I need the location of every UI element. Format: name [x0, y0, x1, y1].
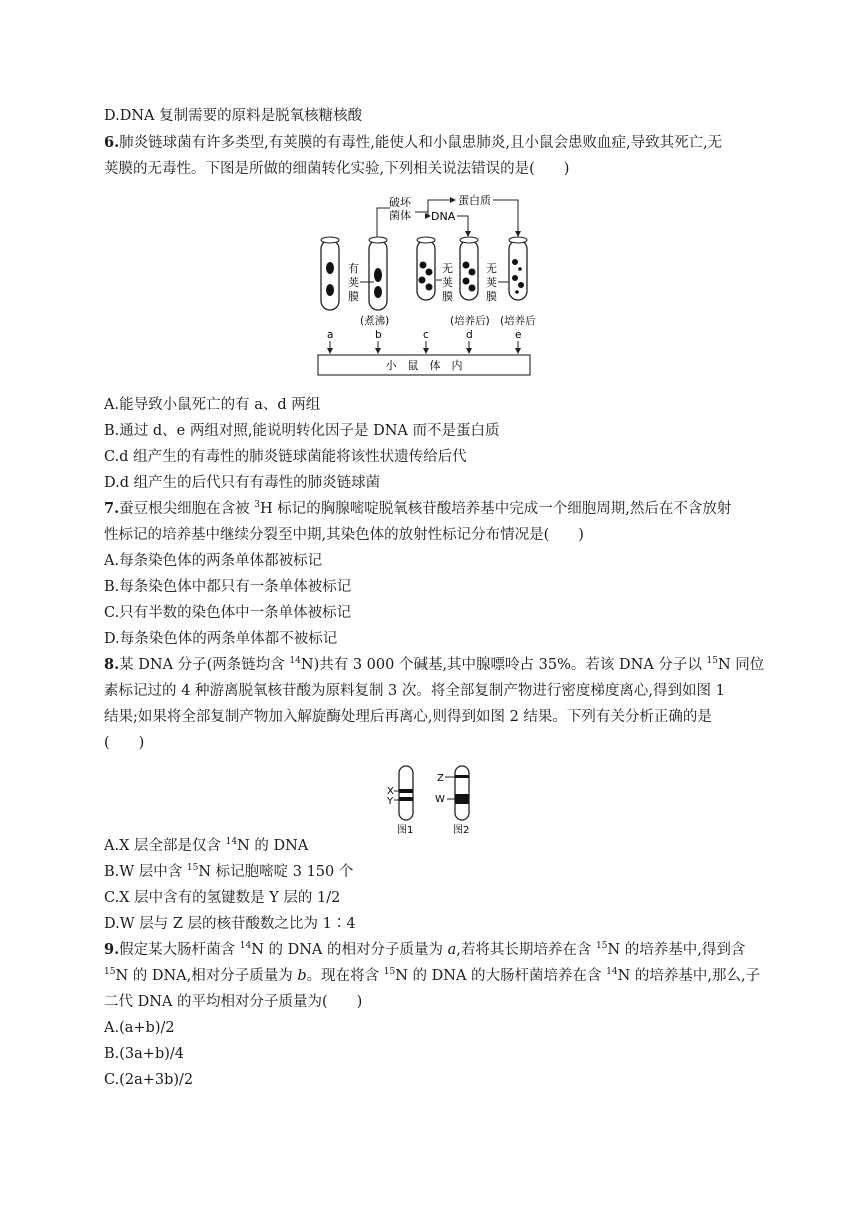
destroy-label-2: 菌体: [389, 209, 411, 222]
layer-w-label: W: [435, 794, 445, 805]
tube-figure1: [399, 766, 413, 820]
tube-d: [460, 237, 478, 300]
q9-stem-line3: 二代 DNA 的平均相对分子质量为( ): [104, 994, 363, 1010]
label-c: c: [423, 329, 429, 341]
q7-stem-line1: 7.蚕豆根尖细胞在含被 $^3$H 标记的胸腺嘧啶脱氧核苷酸培养基中完成一个细胞周期,然后在不含放射: [104, 500, 732, 517]
layer-y-label: Y: [387, 796, 394, 807]
q9-option-b: B.(3a+b)/4: [104, 1046, 184, 1062]
q8-stem-line4: ( ): [104, 735, 145, 751]
mouse-body-label: 小 鼠 体 内: [385, 359, 463, 372]
q9-option-a: A.(a+b)/2: [104, 1020, 175, 1036]
q9-option-c: C.(2a+3b)/2: [104, 1072, 194, 1088]
q8-stem-line2: 素标记过的 4 种游离脱氧核苷酸为原料复制 3 次。将全部复制产物进行密度梯度离心,得到如图 1: [104, 683, 725, 699]
q6-option-a: A.能导致小鼠死亡的有 a、d 两组: [104, 397, 321, 413]
tube-b: [369, 237, 387, 310]
cultured-label-d: (培养后): [450, 315, 490, 327]
q7-option-d: D.每条染色体的两条单体都不被标记: [104, 631, 338, 647]
q7-option-a: A.每条染色体的两条单体都被标记: [104, 553, 323, 569]
q6-option-c: C.d 组产生的有毒性的肺炎链球菌能将该性状遗传给后代: [104, 449, 467, 465]
layer-x-label: X: [387, 786, 394, 797]
q9-stem-line1: 9.假定某大肠杆菌含 $^{14}$N 的 DNA 的相对分子质量为 a,若将其长期培养在含 $^{15}$N 的培养基中,得到含: [104, 941, 746, 958]
q6-stem-line2: 荚膜的无毒性。下图是所做的细菌转化实验,下列相关说法错误的是( ): [104, 161, 570, 177]
q5-option-d: D.DNA 复制需要的原料是脱氧核糖核酸: [104, 108, 363, 124]
capsule-label-1: 有: [348, 262, 359, 275]
destroy-label-1: 破坏: [389, 196, 411, 209]
capsule-label-3: 膜: [348, 290, 359, 303]
tube-e: [509, 237, 527, 300]
no-capsule-label-3: 膜: [442, 290, 453, 303]
figure1-caption: 图1: [397, 825, 414, 836]
q8-stem-line3: 结果;如果将全部复制产物加入解旋酶处理后再离心,则得到如图 2 结果。下列有关分析正确的是: [104, 709, 712, 725]
q8-option-a: A.X 层全部是仅含 $^{14}$N 的 DNA: [104, 837, 309, 854]
tube-c: [417, 237, 435, 300]
cultured-label-e: (培养后): [500, 315, 536, 327]
q8-stem-line1: 8.某 DNA 分子(两条链均含 $^{14}$N)共有 3 000 个碱基,其中腺嘌呤占 35%。若该 DNA 分子以 $^{15}$N 同位: [104, 656, 765, 673]
label-b: b: [375, 329, 382, 341]
tube-figure2: [455, 766, 469, 820]
q8-option-b: B.W 层中含 $^{15}$N 标记胞嘧啶 3 150 个: [104, 863, 354, 880]
capsule-label-2: 荚: [348, 276, 359, 289]
transformation-experiment-figure: [312, 190, 536, 380]
boiled-label: (煮沸): [360, 315, 390, 327]
q6-stem-line1: 6.肺炎链球菌有许多类型,有荚膜的有毒性,能使人和小鼠患肺炎,且小鼠会患败血症,导致其死亡,无: [104, 134, 723, 151]
no-capsule-label-4: 无: [486, 262, 497, 275]
no-capsule-label-2: 荚: [442, 276, 453, 289]
q7-stem-line2: 性标记的培养基中继续分裂至中期,其染色体的放射性标记分布情况是( ): [104, 527, 584, 543]
label-e: e: [515, 329, 522, 341]
no-capsule-label-6: 膜: [486, 290, 497, 303]
no-capsule-label-1: 无: [442, 262, 453, 275]
q8-option-c: C.X 层中含有的氢键数是 Y 层的 1/2: [104, 890, 341, 906]
label-a: a: [327, 329, 334, 341]
tube-a: [321, 237, 339, 310]
layer-z-label: Z: [437, 773, 444, 784]
q6-option-d: D.d 组产生的后代只有有毒性的肺炎链球菌: [104, 475, 381, 491]
no-capsule-label-5: 荚: [486, 276, 497, 289]
centrifuge-figure: [381, 762, 481, 837]
q7-option-c: C.只有半数的染色体中一条单体被标记: [104, 605, 352, 621]
dna-label: DNA: [431, 210, 456, 223]
q6-option-b: B.通过 d、e 两组对照,能说明转化因子是 DNA 而不是蛋白质: [104, 423, 500, 439]
q9-stem-line2: $^{15}$N 的 DNA,相对分子质量为 b。现在将含 $^{15}$N 的 DNA 的大肠杆菌培养在含 $^{14}$N 的培养基中,那么,子: [104, 967, 761, 984]
q7-option-b: B.每条染色体中都只有一条单体被标记: [104, 579, 352, 595]
figure2-caption: 图2: [453, 825, 470, 836]
label-d: d: [466, 329, 473, 341]
q8-option-d: D.W 层与 Z 层的核苷酸数之比为 1∶4: [104, 916, 356, 932]
protein-label: 蛋白质: [458, 194, 491, 207]
